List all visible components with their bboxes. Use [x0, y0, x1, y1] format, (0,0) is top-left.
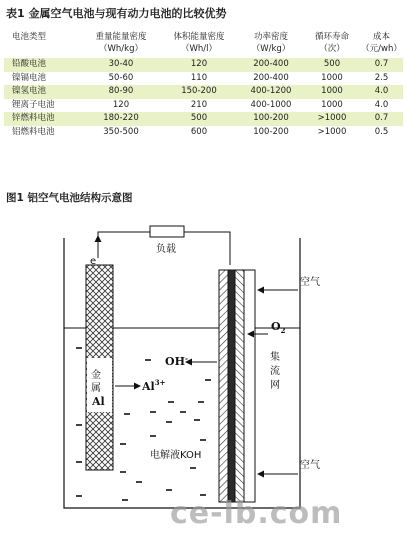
- table-cell: 4.0: [374, 99, 389, 110]
- al-ion-label: $Al^{3+}$: [142, 378, 166, 393]
- header-main-label: 循环寿命: [314, 32, 349, 42]
- table-cell: 210: [190, 99, 208, 110]
- oh-label: OH-: [165, 354, 188, 368]
- metal-label-1: 金: [91, 370, 101, 381]
- electrolyte-label: 电解液KOH: [150, 450, 202, 461]
- air-chamber: [244, 270, 255, 502]
- metal-label-2: 属: [91, 383, 101, 394]
- table-cell: 2.5: [374, 72, 389, 83]
- battery-type-cell: 铅酸电池: [12, 59, 47, 69]
- table-cell: 30-40: [108, 59, 134, 69]
- table-cell: 0.7: [374, 59, 389, 69]
- watermark: ce-lb.com: [170, 496, 343, 531]
- table-cell: 200-400: [253, 59, 289, 69]
- table-cell: 150-200: [181, 86, 217, 96]
- table-caption: 表1 金属空气电池与现有动力电池的比较优势: [6, 7, 227, 20]
- table-cell: 400-1200: [250, 86, 292, 96]
- table-cell: 80-90: [108, 86, 134, 96]
- table-cell: 1000: [321, 72, 343, 83]
- header-unit-label: （次）: [319, 44, 345, 54]
- collector-label-1: 集: [270, 352, 280, 363]
- load-label: 负载: [156, 244, 176, 255]
- header-main-label: 重量能量密度: [95, 32, 147, 42]
- table-cell: 0.5: [374, 126, 389, 137]
- table-cell: 1000: [321, 99, 343, 110]
- battery-type-cell: 铝燃料电池: [12, 126, 55, 137]
- table-cell: 400-1000: [250, 99, 292, 110]
- table-cell: 100-200: [253, 126, 289, 137]
- table-cell: 350-500: [103, 126, 139, 137]
- table-cell: 50-60: [108, 72, 134, 83]
- header-unit-label: （W/kg）: [251, 44, 291, 54]
- table-cell: >1000: [317, 126, 347, 137]
- table-cell: 100-200: [253, 113, 289, 123]
- header-main-label: 功率密度: [253, 32, 288, 42]
- external-circuit-right: [184, 232, 230, 265]
- electron-label: e: [90, 256, 97, 267]
- cathode-core: [228, 270, 235, 502]
- table-cell: 120: [190, 59, 208, 69]
- table-cell: >1000: [317, 113, 347, 123]
- battery-type-cell: 锌燃料电池: [12, 113, 55, 123]
- air-top-label: 空气: [300, 277, 320, 288]
- table-cell: 0.7: [374, 113, 389, 123]
- header-main-label: 成本: [372, 32, 390, 42]
- figure-caption: 图1 铝空气电池结构示意图: [6, 192, 133, 204]
- metal-label-3: Al: [92, 395, 105, 408]
- header-unit-label: （元/wh）: [361, 44, 402, 54]
- table-cell: 500: [190, 113, 208, 123]
- table-cell: 4.0: [374, 86, 389, 96]
- battery-type-cell: 锂离子电池: [12, 99, 55, 110]
- table-cell: 500: [323, 59, 341, 69]
- load-resistor: [150, 226, 184, 237]
- collector-label-2: 流: [270, 366, 280, 377]
- header-unit-label: （Wh/kg）: [99, 44, 143, 54]
- table-cell: 1000: [321, 86, 343, 96]
- header-main-label: 体积能量密度: [173, 32, 225, 42]
- header-main-label: 电池类型: [12, 32, 47, 42]
- table-cell: 180-220: [103, 113, 139, 123]
- table-cell: 200-400: [253, 72, 289, 83]
- table-cell: 120: [112, 99, 130, 110]
- collector-label-3: 网: [270, 380, 280, 391]
- external-circuit-left: [98, 232, 150, 258]
- cathode-outer-right: [235, 270, 244, 502]
- battery-type-cell: 镍镉电池: [12, 72, 47, 83]
- battery-type-cell: 镍氢电池: [12, 86, 47, 96]
- header-unit-label: （Wh/l）: [180, 44, 218, 54]
- air-bottom-label: 空气: [300, 460, 320, 471]
- table-cell: 110: [190, 72, 208, 83]
- o2-label: $O_2$: [271, 320, 286, 335]
- cathode-outer-left: [219, 270, 228, 502]
- table-cell: 600: [190, 126, 208, 137]
